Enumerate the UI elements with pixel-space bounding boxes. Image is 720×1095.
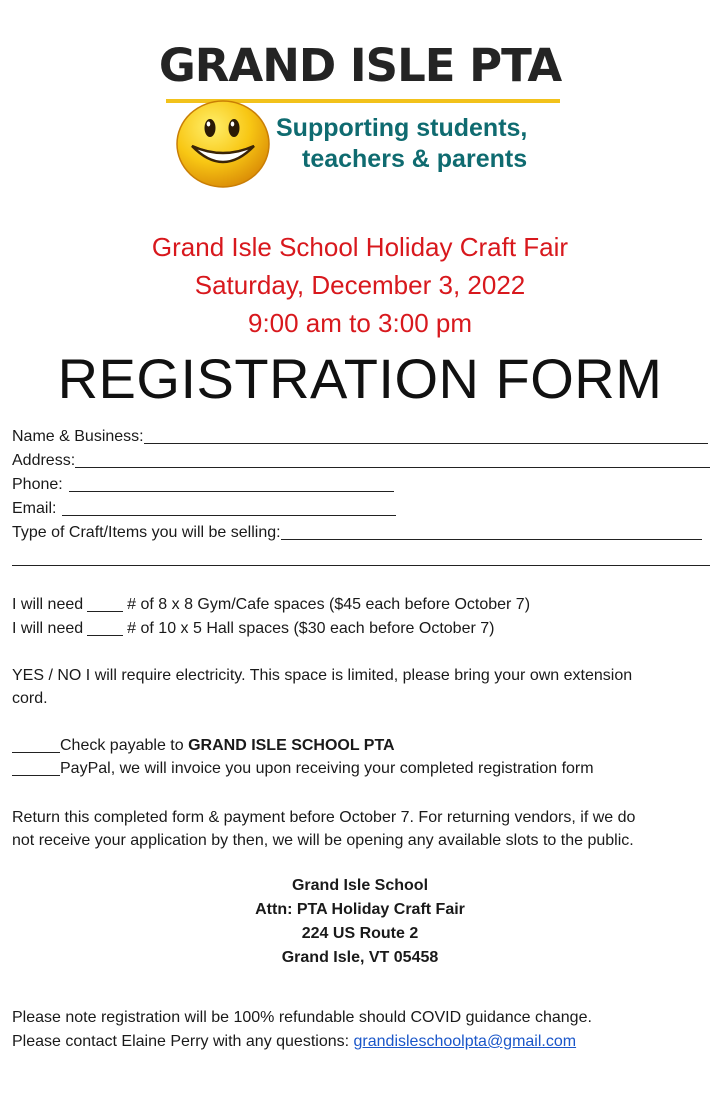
craft-type-label: Type of Craft/Items you will be selling: [12, 524, 281, 541]
return-notice-line-2: not receive your application by then, we will be opening any available slots to the public. [12, 832, 634, 849]
event-name: Grand Isle School Holiday Craft Fair [151, 232, 569, 262]
return-notice-line-1: Return this completed form & payment before October 7. For returning vendors, if we do [12, 809, 636, 826]
refund-note: Please note registration will be 100% refundable should COVID guidance change. [12, 1009, 592, 1026]
email-field[interactable] [12, 498, 396, 520]
hall-spaces-row [12, 617, 712, 640]
contact-row [12, 1030, 712, 1053]
paypal-text: PayPal, we will invoice you upon receiving your completed registration form [60, 760, 594, 777]
craft-type-line-2[interactable] [12, 564, 710, 566]
gym-spaces-text: # of 8 x 8 Gym/Cafe spaces ($45 each before October 7) [127, 596, 531, 613]
pta-title: GRAND ISLE PTA [158, 39, 562, 92]
form-title: REGISTRATION FORM [57, 347, 663, 410]
hall-spaces-text: # of 10 x 5 Hall spaces ($30 each before October 7) [127, 620, 495, 637]
electricity-line-2: cord. [12, 690, 48, 707]
electricity-line-1: YES / NO I will require electricity. This space is limited, please bring your own extension [12, 667, 633, 684]
check-payee: GRAND ISLE SCHOOL PTA [188, 737, 395, 754]
payment-paypal-row [12, 757, 712, 780]
smiley-face-icon [174, 98, 272, 190]
event-time: 9:00 am to 3:00 pm [247, 308, 473, 338]
event-date: Saturday, December 3, 2022 [194, 270, 526, 300]
craft-type-field[interactable] [12, 522, 702, 544]
name-business-line[interactable] [144, 427, 708, 444]
gym-need-label: I will need [12, 596, 84, 613]
hall-spaces-blank[interactable] [87, 619, 123, 636]
name-business-field[interactable] [12, 426, 708, 448]
address-label: Address: [12, 452, 76, 469]
email-line[interactable] [62, 499, 396, 516]
contact-prefix: Please contact Elaine Perry with any questions: [12, 1033, 354, 1050]
address-line[interactable] [75, 451, 710, 468]
address-attn: Attn: PTA Holiday Craft Fair [255, 901, 465, 918]
name-business-label: Name & Business: [12, 428, 144, 445]
phone-line[interactable] [69, 475, 394, 492]
gym-spaces-blank[interactable] [87, 595, 123, 612]
phone-field[interactable] [12, 474, 394, 496]
check-prefix: Check payable to [60, 737, 189, 754]
payment-check-row [12, 734, 712, 757]
craft-type-line[interactable] [281, 523, 702, 540]
check-blank[interactable] [12, 736, 60, 753]
tagline-line-1: Supporting students, [276, 114, 528, 142]
gym-spaces-row [12, 593, 712, 616]
address-school: Grand Isle School [291, 877, 429, 894]
contact-email-link[interactable]: grandisleschoolpta@gmail.com [353, 1033, 577, 1050]
email-label: Email: [12, 500, 57, 517]
hall-need-label: I will need [12, 620, 84, 637]
address-street: 224 US Route 2 [301, 925, 419, 942]
phone-label: Phone: [12, 476, 63, 493]
paypal-blank[interactable] [12, 759, 60, 776]
address-field[interactable] [12, 450, 710, 472]
address-city: Grand Isle, VT 05458 [281, 949, 439, 966]
tagline-line-2: teachers & parents [302, 145, 528, 173]
